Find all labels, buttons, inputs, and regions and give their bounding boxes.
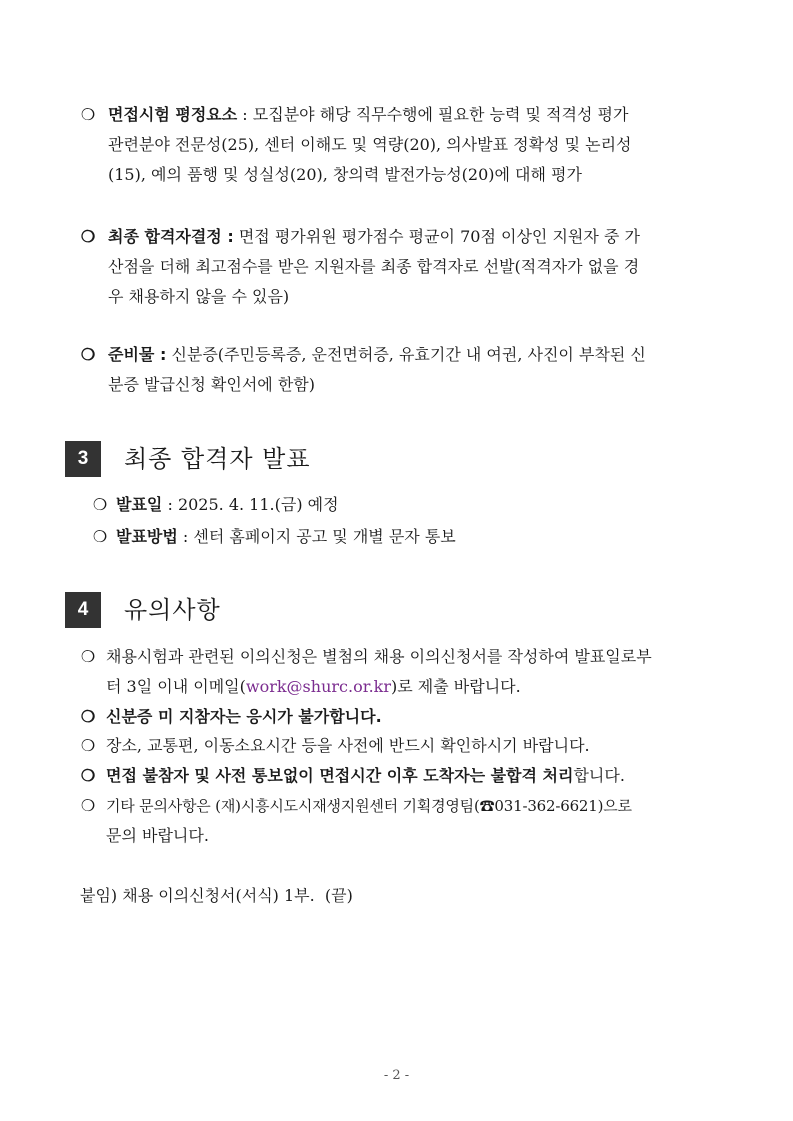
interview-criteria-label: 면접시험 평정요소 [108, 105, 238, 124]
absent-notice-item [80, 761, 732, 791]
attachment-note: 붙임) 채용 이의신청서(서식) 1부. (끝) [80, 886, 353, 905]
final-decision-label: 최종 합격자결정 : [108, 227, 234, 246]
supplies-text-2: 분증 발급신청 확인서에 한함) [108, 375, 315, 394]
section-4-title: 유의사항 [124, 596, 221, 624]
contact-text-1: 기타 문의사항은 (재)시흥시도시재생지원센터 기획경영팀(☎031-362-6621)으로 [106, 797, 632, 815]
email-link[interactable]: work@shurc.or.kr [245, 677, 392, 696]
id-notice-text: 신분증 미 지참자는 응시가 불가합니다. [106, 707, 382, 726]
final-decision-text-3: 우 채용하지 않을 수 있음) [108, 287, 290, 306]
absent-notice-tail: 합니다. [573, 766, 625, 785]
bullet-icon: ❍ [80, 647, 96, 666]
absent-notice-bold: 면접 불참자 및 사전 통보없이 면접시간 이후 도착자는 불합격 처리 [106, 766, 574, 785]
objection-item: ❍ 채용시험과 관련된 이의신청은 별첨의 채용 이의신청서를 작성하여 발표일로부 터 3일 이내 이메일(work@shurc.or.kr)로 제출 바랍니다. [80, 642, 732, 702]
bullet-icon: ❍ [80, 736, 96, 755]
bullet-icon: ❍ [80, 796, 96, 815]
bullet-icon: ❍ [80, 345, 96, 364]
section-3-title: 최종 합격자 발표 [124, 445, 311, 473]
bullet-icon: ❍ [80, 707, 96, 726]
announce-method-value: 센터 홈페이지 공고 및 개별 문자 통보 [193, 527, 456, 546]
announce-date-item: ❍ 발표일 : 2025. 4. 11.(금) 예정 [92, 490, 732, 520]
bullet-icon: ❍ [80, 766, 96, 785]
section-3-number: 3 [65, 441, 101, 477]
supplies-label: 준비물 : [108, 345, 167, 364]
check-notice-text: 장소, 교통편, 이동소요시간 등을 사전에 반드시 확인하시기 바랍니다. [106, 736, 590, 755]
interview-criteria-text-2: 관련분야 전문성(25), 센터 이해도 및 역량(20), 의사발표 정확성 및 논리성 [108, 135, 632, 154]
announce-method-item: ❍ 발표방법 : 센터 홈페이지 공고 및 개별 문자 통보 [92, 522, 732, 552]
announce-method-label: 발표방법 [116, 527, 178, 546]
page-number: - 2 - [383, 1068, 410, 1083]
interview-criteria-item: ❍ 면접시험 평정요소 : 모집분야 해당 직무수행에 필요한 능력 및 적격성 평가 관련분야 전문성(25), 센터 이해도 및 역량(20), 의사발표 정확성 및 논리성 (15), 예의 품행 및 성실성(20), 창의력 발전가능성(20)에 대해 평가 [80, 100, 732, 190]
final-decision-item [80, 222, 732, 312]
bullet-icon: ❍ [92, 495, 108, 514]
check-notice-item [80, 731, 732, 761]
announce-date-label: 발표일 [116, 495, 163, 514]
id-notice-item [80, 702, 732, 732]
section-4-number: 4 [65, 592, 101, 628]
interview-criteria-text-1: 모집분야 해당 직무수행에 필요한 능력 및 적격성 평가 [252, 105, 629, 124]
bullet-icon: ❍ [92, 527, 108, 546]
bullet-icon: ❍ [80, 105, 96, 124]
supplies-item [80, 340, 732, 400]
final-decision-text-1: 면접 평가위원 평가점수 평균이 70점 이상인 지원자 중 가 [238, 227, 640, 246]
objection-text-1: 채용시험과 관련된 이의신청은 별첨의 채용 이의신청서를 작성하여 발표일로부 [106, 647, 652, 666]
interview-criteria-text-3: (15), 예의 품행 및 성실성(20), 창의력 발전가능성(20)에 대해 평가 [108, 165, 582, 184]
final-decision-text-2: 산점을 더해 최고점수를 받은 지원자를 최종 합격자로 선발(적격자가 없을 경 [108, 257, 640, 276]
contact-item [80, 791, 732, 851]
supplies-text-1: 신분증(주민등록증, 운전면허증, 유효기간 내 여권, 사진이 부착된 신 [171, 345, 646, 364]
bullet-icon: ❍ [80, 227, 96, 246]
announce-date-value: 2025. 4. 11.(금) 예정 [177, 495, 339, 514]
contact-text-2: 문의 바랍니다. [106, 826, 209, 845]
